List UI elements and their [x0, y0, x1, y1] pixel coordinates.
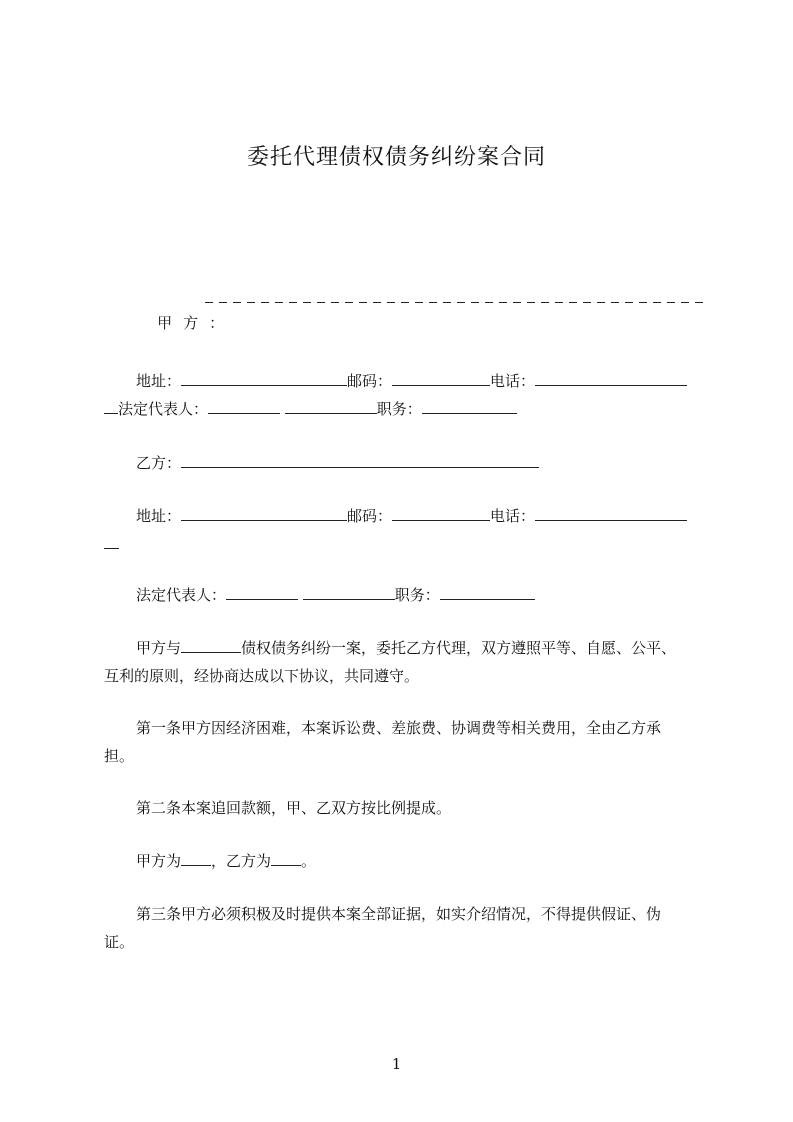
ratio-b-label: ，乙方为	[211, 852, 272, 870]
party-a-address-row	[136, 371, 736, 391]
ratio-a-blank	[181, 851, 211, 866]
postcode-blank-b	[392, 506, 490, 521]
legal-rep-blank-b2	[303, 585, 395, 600]
postcode-label: 邮码：	[347, 372, 393, 390]
article-3-line-2: 证。	[104, 933, 135, 951]
phone-label-b: 电话：	[490, 507, 536, 525]
document-title: 委托代理债权债务纠纷案合同	[246, 145, 546, 170]
party-b-row	[136, 453, 736, 473]
address-blank	[181, 371, 347, 386]
phone-blank-cont	[104, 399, 118, 414]
postcode-label-b: 邮码：	[347, 507, 393, 525]
party-a-label: 甲 方 ：	[157, 314, 225, 332]
address-label-b: 地址：	[136, 507, 182, 525]
intro-line-2: 互利的原则，经协商达成以下协议，共同遵守。	[104, 667, 420, 685]
ratio-end: 。	[301, 852, 317, 870]
article-2: 第二条本案追回款额，甲、乙双方按比例提成。	[136, 799, 452, 817]
postcode-blank	[392, 371, 490, 386]
legal-rep-blank-b	[226, 585, 298, 600]
legal-rep-blank-2	[285, 399, 377, 414]
position-label: 职务：	[376, 400, 422, 418]
address-label: 地址：	[136, 372, 182, 390]
legal-rep-label-b: 法定代表人：	[136, 586, 227, 604]
legal-rep-blank	[208, 399, 280, 414]
intro-text-2: 债权债务纠纷一案，委托乙方代理，双方遵照平等、自愿、公平、	[241, 639, 677, 657]
intro-text-1: 甲方与	[136, 639, 182, 657]
case-name-blank	[181, 638, 241, 653]
phone-blank-cont-row	[104, 534, 704, 554]
position-blank	[422, 399, 517, 414]
article-3-line-1: 第三条甲方必须积极及时提供本案全部证据，如实介绍情况，不得提供假证、伪	[136, 905, 662, 923]
party-a-blank	[205, 302, 703, 303]
position-label-b: 职务：	[394, 586, 440, 604]
page-number: 1	[391, 1055, 402, 1073]
phone-blank-cont-b	[104, 534, 119, 549]
article-1-line-2: 担。	[104, 747, 135, 765]
intro-line-1	[136, 638, 736, 658]
phone-blank-b	[535, 506, 687, 521]
ratio-b-blank	[271, 851, 301, 866]
party-b-rep-row	[136, 585, 736, 605]
position-blank-b	[440, 585, 535, 600]
party-b-address-row	[136, 506, 736, 526]
party-b-label: 乙方：	[136, 454, 182, 472]
ratio-a-label: 甲方为	[136, 852, 182, 870]
party-a-rep-row	[104, 399, 704, 419]
phone-label: 电话：	[490, 372, 536, 390]
phone-blank	[535, 371, 687, 386]
address-blank-b	[181, 506, 347, 521]
party-b-blank	[181, 453, 539, 468]
legal-rep-label: 法定代表人：	[118, 400, 209, 418]
article-1-line-1: 第一条甲方因经济困难，本案诉讼费、差旅费、协调费等相关费用，全由乙方承	[136, 719, 662, 737]
ratio-row	[136, 851, 736, 871]
